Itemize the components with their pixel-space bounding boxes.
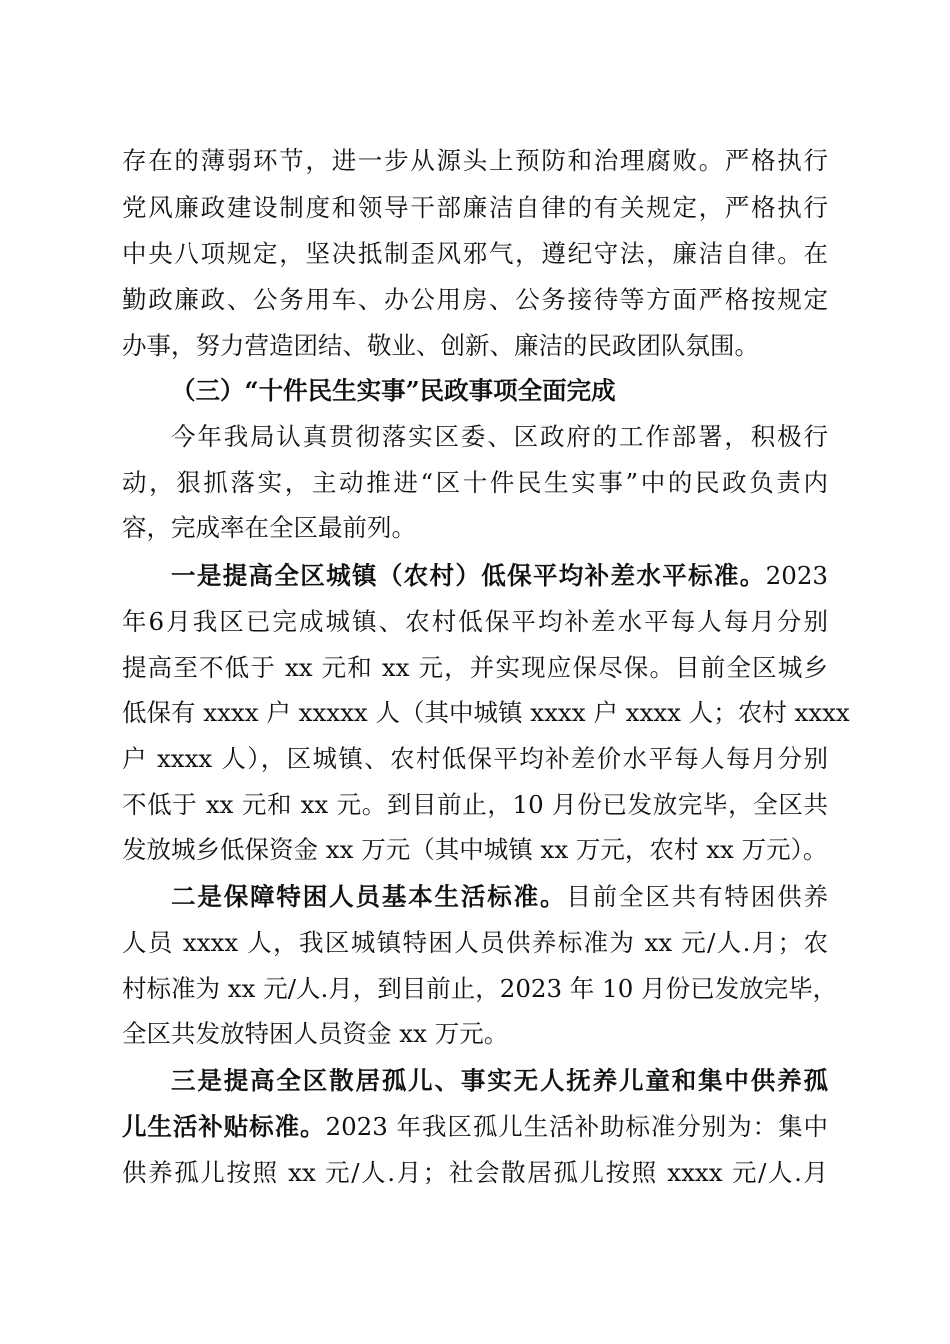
- para3-line-7: 发放城乡低保资金 xx 万元（其中城镇 xx 万元，农村 xx 万元）。: [122, 835, 828, 864]
- para3-line-3: 提高至不低于 xx 元和 xx 元，并实现应保尽保。目前全区城乡: [122, 653, 828, 682]
- para2-line-1: 今年我局认真贯彻落实区委、区政府的工作部署，积极行: [171, 422, 828, 451]
- para4-line-1: [171, 882, 828, 912]
- para5-line-3: 供养孤儿按照 xx 元/人.月；社会散居孤儿按照 xxxx 元/人.月: [122, 1158, 828, 1187]
- para4-line-2: 人员 xxxx 人，我区城镇特困人员供养标准为 xx 元/人.月；农: [122, 928, 828, 957]
- para3-line-6: 不低于 xx 元和 xx 元。到目前止，10 月份已发放完毕，全区共: [122, 790, 828, 819]
- para3-lead-tail: 2023: [765, 561, 828, 590]
- para4-lead-tail: 目前全区共有特困供养: [566, 882, 828, 911]
- para5-lead-tail: 2023 年我区孤儿生活补助标准分别为：集中: [325, 1112, 829, 1141]
- para4-line-4: 全区共发放特困人员资金 xx 万元。: [122, 1019, 509, 1048]
- para2-line-3: 容，完成率在全区最前列。: [122, 513, 416, 542]
- para5-line-1: 三是提高全区散居孤儿、事实无人抚养儿童和集中供养孤: [171, 1066, 828, 1095]
- para3-lead: 一是提高全区城镇（农村）低保平均补差水平标准。: [171, 561, 766, 590]
- section-heading-3: （三）“十件民生实事”民政事项全面完成: [171, 376, 616, 405]
- para1-line-5: 办事，努力营造团结、敬业、创新、廉洁的民政团队氛围。: [122, 331, 759, 360]
- para5-lead-cont: 儿生活补贴标准。: [122, 1112, 326, 1141]
- para3-line-2: 年6月我区已完成城镇、农村低保平均补差水平每人每月分别: [122, 607, 828, 636]
- para1-line-1: 存在的薄弱环节，进一步从源头上预防和治理腐败。严格执行: [122, 146, 828, 175]
- para1-line-3: 中央八项规定，坚决抵制歪风邪气，遵纪守法，廉洁自律。在: [122, 239, 828, 268]
- para4-line-3: 村标准为 xx 元/人.月，到目前止，2023 年 10 月份已发放完毕，: [122, 974, 838, 1003]
- para5-line-2: [122, 1112, 828, 1142]
- para2-line-2: 动，狠抓落实，主动推进“区十件民生实事”中的民政负责内: [122, 468, 828, 497]
- para3-line-1: [171, 561, 828, 591]
- para4-lead: 二是保障特困人员基本生活标准。: [171, 882, 567, 911]
- para3-line-5: 户 xxxx 人），区城镇、农村低保平均补差价水平每人每月分别: [122, 744, 828, 773]
- para1-line-2: 党风廉政建设制度和领导干部廉洁自律的有关规定，严格执行: [122, 193, 828, 222]
- para1-line-4: 勤政廉政、公务用车、办公用房、公务接待等方面严格按规定: [122, 285, 828, 314]
- para3-line-4: 低保有 xxxx 户 xxxxx 人（其中城镇 xxxx 户 xxxx 人；农村 xxxx: [122, 698, 850, 727]
